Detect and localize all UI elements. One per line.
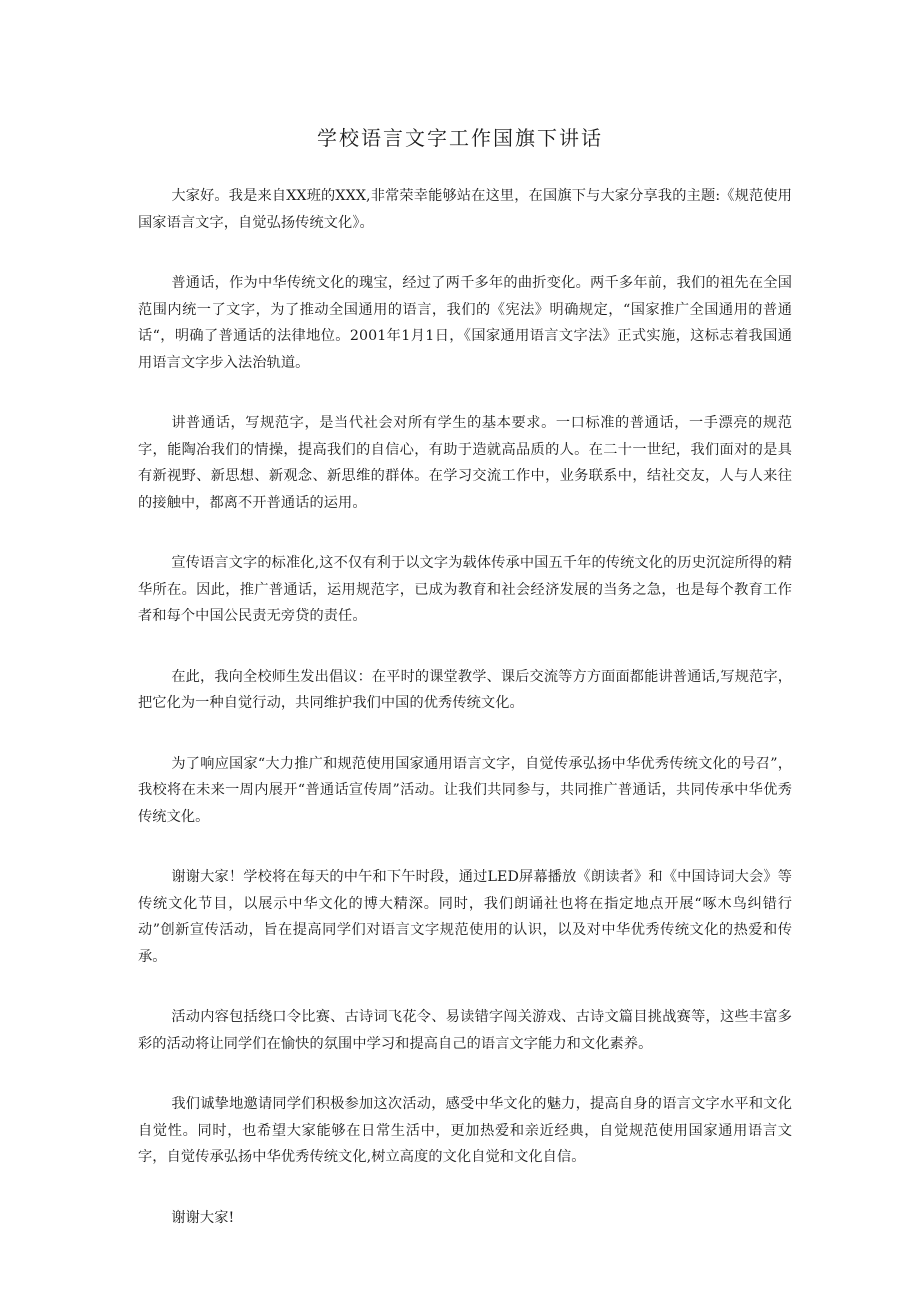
paragraph-putonghua-history: 普通话，作为中华传统文化的瑰宝，经过了两千多年的曲折变化。两千多年前，我们的祖先在全国范围内统一了文字，为了推动全国通用的语言，我们的《宪法》明确规定，“国家推广全国通用的普通话“，明确了普通话的法律地位。2001年1月1日，《国家通用语言文字法》正式实施，这标志着我国通用语言文字步入法治轨道。 [138,275,792,371]
paragraph-closing: 谢谢大家! [171,1209,235,1226]
document-body [138,183,792,1265]
paragraph-invitation: 我们诚挚地邀请同学们积极参加这次活动，感受中华文化的魅力，提高自身的语言文字水平和文化自觉性。同时，也希望大家能够在日常生活中，更加热爱和亲近经典，自觉规范使用国家通用语言文字，自觉传承弘扬中华优秀传统文化,树立高度的文化自觉和文化自信。 [138,1096,792,1165]
paragraph-activities-intro: 谢谢大家！学校将在每天的中午和下午时段，通过LED屏幕播放《朗读者》和《中国诗词大会》等传统文化节目，以展示中华文化的博大精深。同时，我们朗诵社也将在指定地点开展“啄木鸟纠错行动”创新宣传活动，旨在提高同学们对语言文字规范使用的认识，以及对中华优秀传统文化的热爱和传承。 [138,869,792,965]
paragraph-basic-requirement: 讲普通话，写规范字，是当代社会对所有学生的基本要求。一口标准的普通话，一手漂亮的规范字，能陶冶我们的情操，提高我们的自信心，有助于造就高品质的人。在二十一世纪，我们面对的是具有新视野、新思想、新观念、新思维的群体。在学习交流工作中，业务联系中，结社交友，人与人来往的接触中，都离不开普通话的运用。 [138,415,792,511]
document-title: 学校语言文字工作国旗下讲话 [317,126,603,150]
paragraph-promotion-week: 为了响应国家“大力推广和规范使用国家通用语言文字，自觉传承弘扬中华优秀传统文化的号召”，我校将在未来一周内展开“普通话宣传周”活动。让我们共同参与，共同推广普通话，共同传承中华优秀传统文化。 [138,755,792,825]
paragraph-proposal: 在此，我向全校师生发出倡议：在平时的课堂教学、课后交流等方方面面都能讲普通话,写规范字，把它化为一种自觉行动，共同维护我们中国的优秀传统文化。 [138,668,792,711]
paragraph-greeting: 大家好。我是来自XX班的XXX,非常荣幸能够站在这里，在国旗下与大家分享我的主题:《规范使用国家语言文字，自觉弘扬传统文化》。 [138,188,792,231]
paragraph-activity-content: 活动内容包括绕口令比赛、古诗词飞花令、易读错字闯关游戏、古诗文篇目挑战赛等，这些丰富多彩的活动将让同学们在愉快的氛围中学习和提高自己的语言文字能力和文化素养。 [138,1009,792,1052]
paragraph-standardization: 宣传语言文字的标准化,这不仅有利于以文字为载体传承中国五千年的传统文化的历史沉淀所得的精华所在。因此，推广普通话，运用规范字，已成为教育和社会经济发展的当务之急，也是每个教育工作者和每个中国公民责无旁贷的责任。 [138,555,792,624]
